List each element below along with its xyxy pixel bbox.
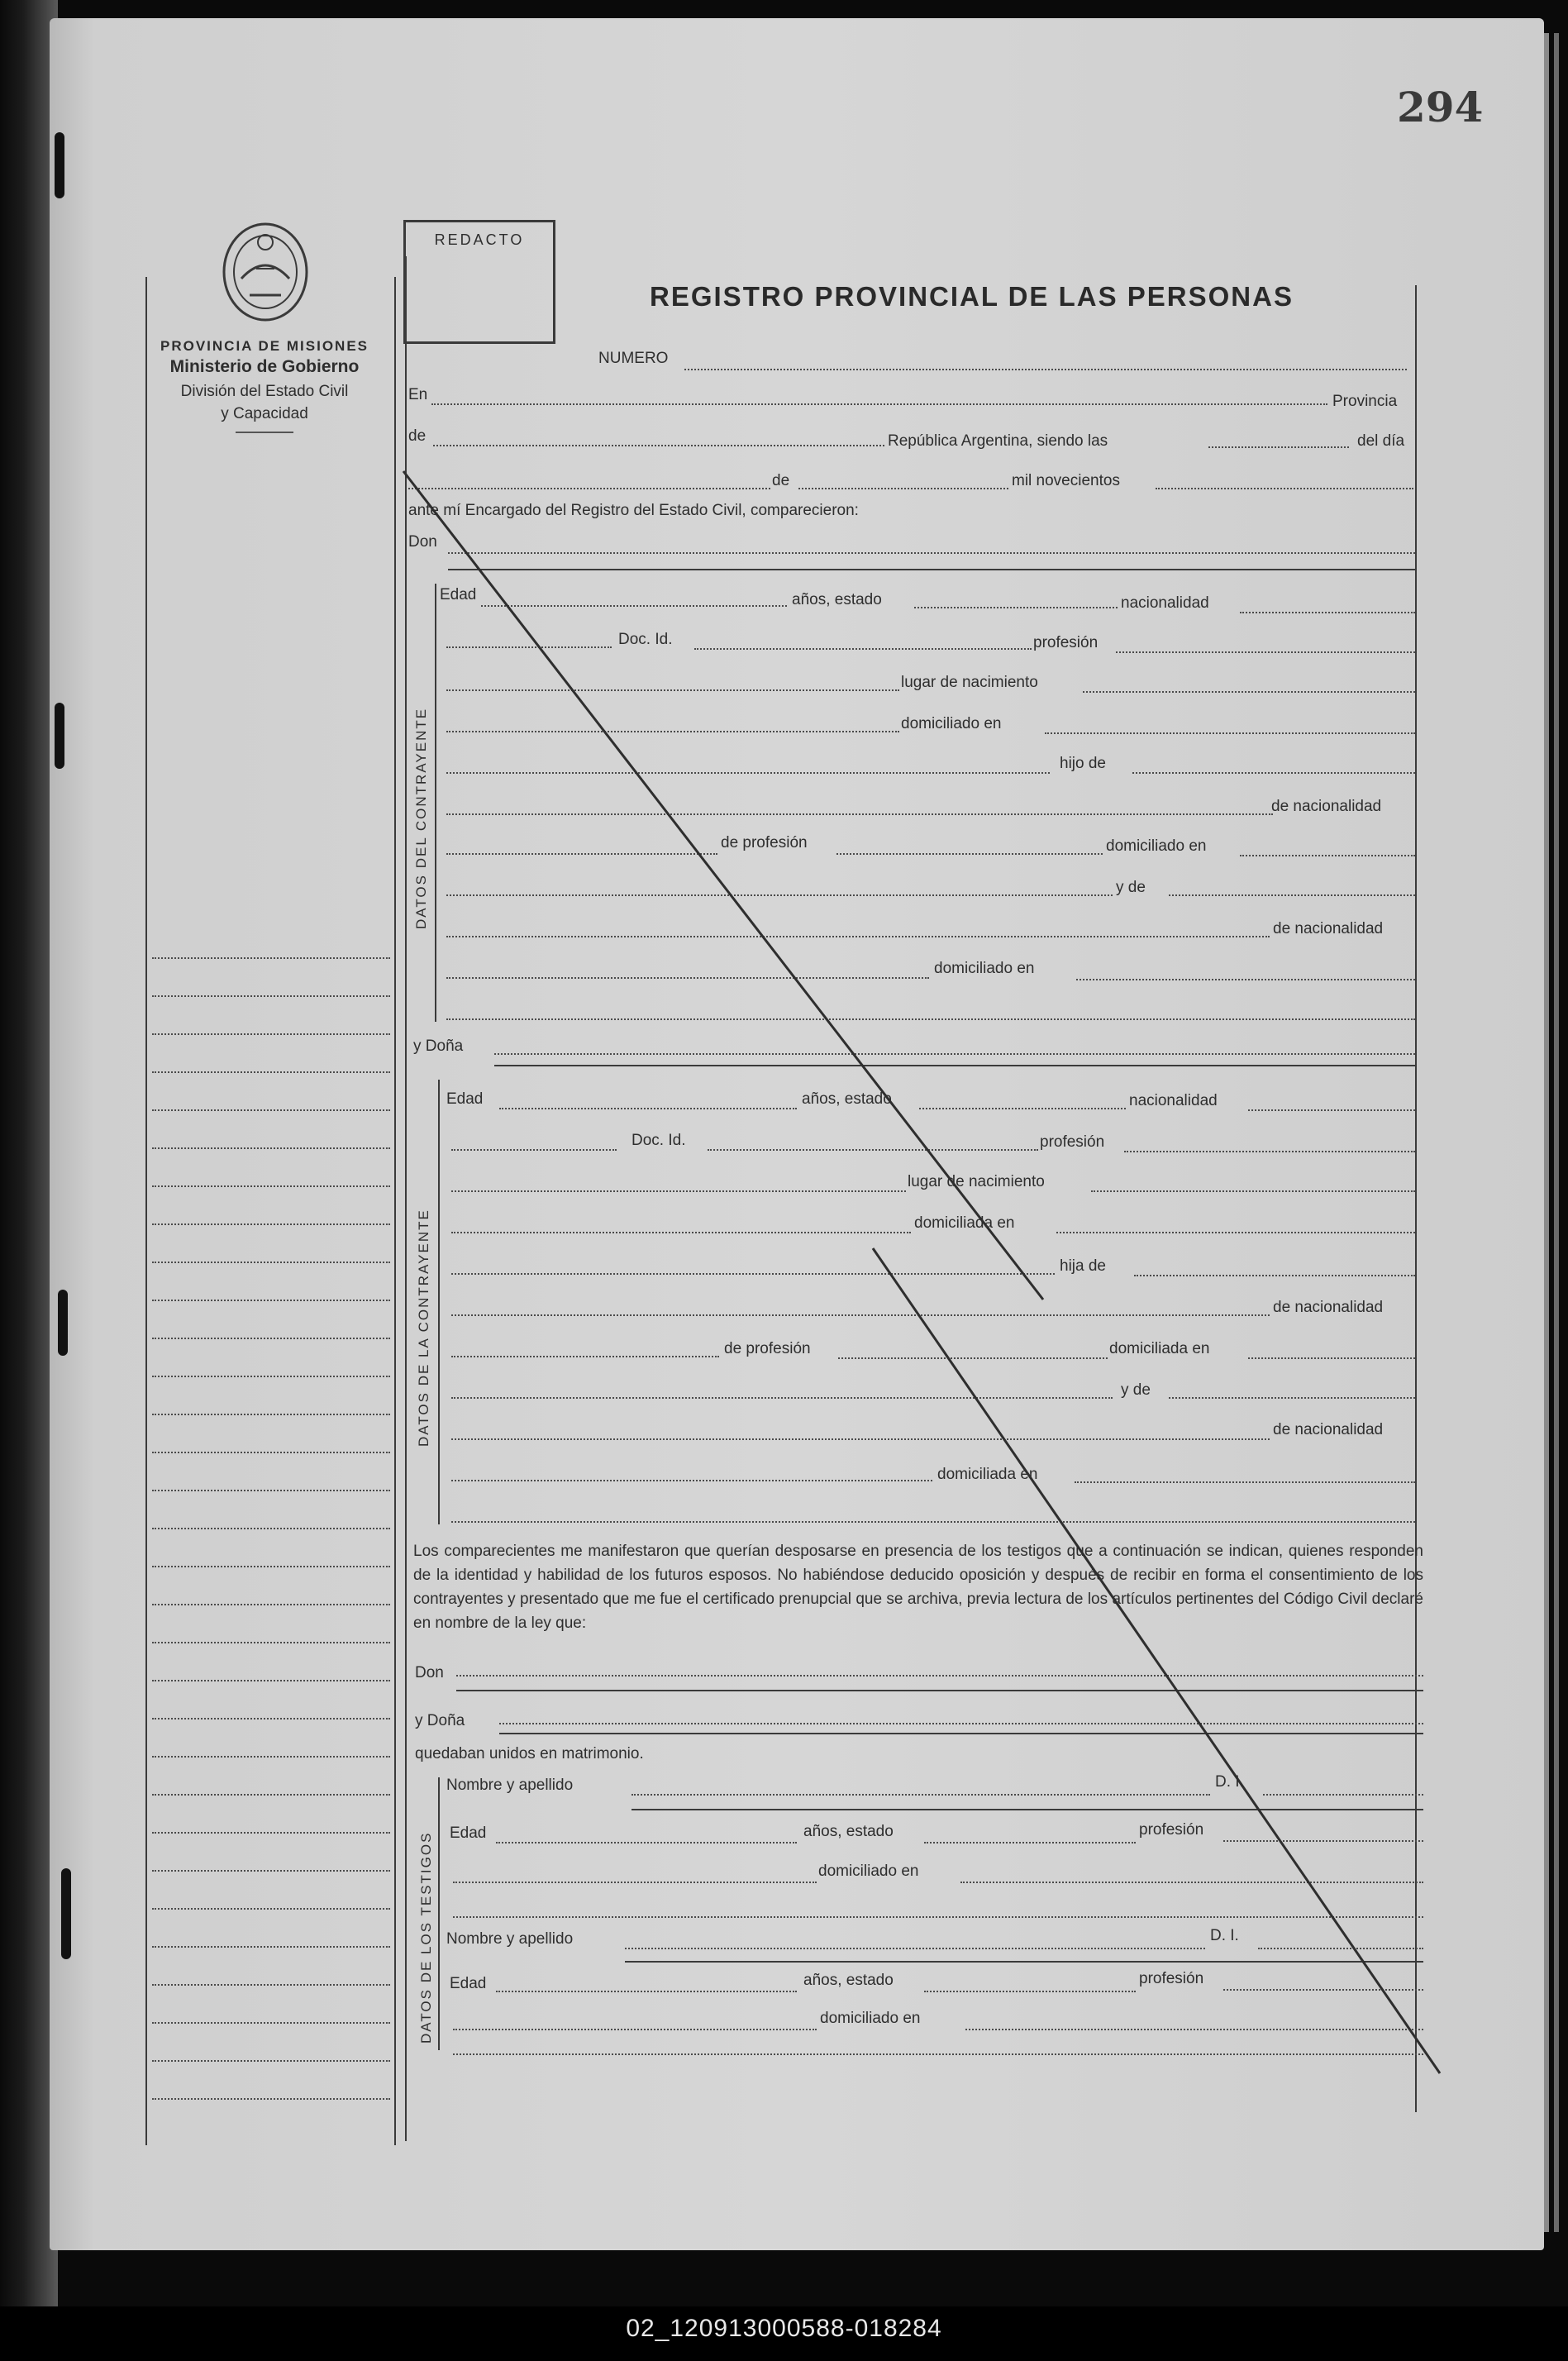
de-profesion-label: de profesión bbox=[721, 834, 808, 851]
de-nacionalidad-label: de nacionalidad bbox=[1273, 1299, 1384, 1316]
y-de-label: y de bbox=[1121, 1381, 1151, 1399]
en-label: En bbox=[408, 386, 428, 403]
testigos-section-label: DATOS DE LOS TESTIGOS bbox=[418, 1831, 434, 2044]
ante-text: ante mí Encargado del Registro del Estado Civil, comparecieron: bbox=[408, 502, 859, 519]
hija-de-label: hija de bbox=[1060, 1257, 1106, 1275]
numero-label: NUMERO bbox=[598, 350, 669, 367]
de-nacionalidad-label: de nacionalidad bbox=[1271, 798, 1382, 815]
anos-estado-label: años, estado bbox=[802, 1090, 892, 1108]
division-name: División del Estado Civil bbox=[180, 383, 349, 400]
contrayente-section-label: DATOS DEL CONTRAYENTE bbox=[413, 707, 429, 929]
edad-label: Edad bbox=[446, 1090, 484, 1108]
lugar-nac-label: lugar de nacimiento bbox=[908, 1173, 1045, 1190]
doc-id-label: Doc. Id. bbox=[618, 631, 673, 648]
de-mes-label: de bbox=[772, 472, 790, 489]
anos-estado-1-label: años, estado bbox=[803, 1823, 894, 1840]
don-label: Don bbox=[408, 533, 437, 551]
di-2-label: D. I. bbox=[1210, 1927, 1239, 1944]
y-de-label: y de bbox=[1116, 879, 1146, 896]
doc-id-label: Doc. Id. bbox=[631, 1132, 686, 1149]
nacionalidad-label: nacionalidad bbox=[1121, 594, 1209, 612]
domiciliada-en-label: domiciliada en bbox=[1109, 1340, 1210, 1357]
lugar-nac-label: lugar de nacimiento bbox=[901, 674, 1038, 691]
anos-estado-label: años, estado bbox=[792, 591, 882, 608]
closing-dona-label: y Doña bbox=[415, 1712, 465, 1729]
nombre-2-label: Nombre y apellido bbox=[446, 1930, 574, 1948]
edad-1-label: Edad bbox=[450, 1824, 487, 1842]
cancel-stroke-upper bbox=[403, 471, 1043, 1300]
ministry-name: Ministerio de Gobierno bbox=[169, 357, 360, 376]
domiciliado-en-label: domiciliado en bbox=[1106, 837, 1207, 855]
file-id: 02_120913000588-018284 bbox=[626, 2315, 942, 2342]
nacionalidad-label: nacionalidad bbox=[1129, 1092, 1218, 1109]
domiciliado-label: domiciliado en bbox=[901, 715, 1002, 732]
declaration-paragraph: Los comparecientes me manifestaron que querían desposarse en presencia de los testigos que a continuación se indican, quienes responden de la identidad y habilidad de los futuros esposos. No habiéndose deducido oposición y después de recibir en forma el consentimiento de los contrayentes y presentado que me fue el certificado prenupcial que se archiva, previa lectura de los artículos pertinentes del Código Civil declaré en nombre de la ley que: bbox=[413, 1543, 1423, 1632]
domiciliada-label: domiciliada en bbox=[914, 1214, 1015, 1232]
redacto-label: REDACTO bbox=[434, 231, 525, 248]
edad-label: Edad bbox=[440, 586, 477, 603]
dona-label: y Doña bbox=[413, 1037, 464, 1055]
unidos-text: quedaban unidos en matrimonio. bbox=[415, 1745, 644, 1762]
domiciliada-en-2-label: domiciliada en bbox=[937, 1466, 1038, 1483]
cancel-stroke-lower bbox=[873, 1248, 1440, 2073]
anos-estado-2-label: años, estado bbox=[803, 1972, 894, 1989]
di-1-label: D. I. bbox=[1215, 1773, 1244, 1791]
del-dia-label: del día bbox=[1357, 432, 1405, 450]
form-title: REGISTRO PROVINCIAL DE LAS PERSONAS bbox=[650, 281, 1294, 312]
profesion-label: profesión bbox=[1040, 1133, 1105, 1151]
edad-2-label: Edad bbox=[450, 1975, 487, 1992]
profesion-1-label: profesión bbox=[1139, 1821, 1204, 1839]
domiciliado-2-label: domiciliado en bbox=[820, 2010, 921, 2027]
province-name: PROVINCIA DE MISIONES bbox=[160, 338, 369, 354]
domiciliado-1-label: domiciliado en bbox=[818, 1863, 919, 1880]
provincia-label: Provincia bbox=[1332, 393, 1398, 410]
profesion-2-label: profesión bbox=[1139, 1970, 1204, 1987]
de-profesion-label: de profesión bbox=[724, 1340, 811, 1357]
contrayenta-section-label: DATOS DE LA CONTRAYENTE bbox=[416, 1209, 431, 1447]
de-nacionalidad-2-label: de nacionalidad bbox=[1273, 1421, 1384, 1438]
nombre-1-label: Nombre y apellido bbox=[446, 1777, 574, 1794]
republica-label: República Argentina, siendo las bbox=[888, 432, 1108, 450]
page-number: 294 bbox=[1397, 83, 1484, 131]
profesion-label: profesión bbox=[1033, 634, 1099, 651]
de-nacionalidad-2-label: de nacionalidad bbox=[1273, 920, 1384, 937]
mil-novecientos-label: mil novecientos bbox=[1012, 472, 1120, 489]
de-label: de bbox=[408, 427, 427, 445]
closing-don-label: Don bbox=[415, 1664, 444, 1681]
domiciliado-en-2-label: domiciliado en bbox=[934, 960, 1035, 977]
hijo-de-label: hijo de bbox=[1060, 755, 1106, 772]
division-name-cont: y Capacidad bbox=[221, 405, 308, 422]
